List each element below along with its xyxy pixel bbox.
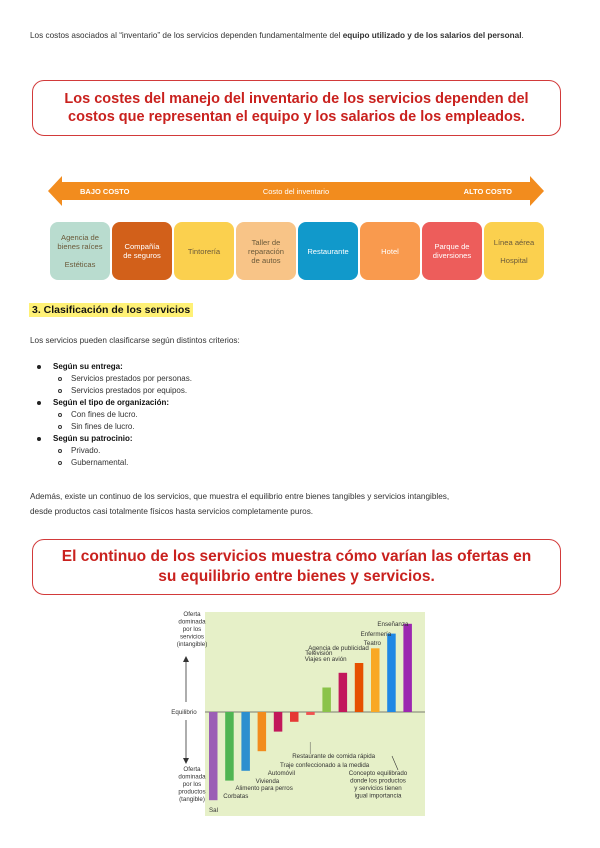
service-box	[422, 222, 482, 280]
criteria-title: Según el tipo de organización:	[53, 398, 170, 407]
continuum-paragraph	[30, 489, 575, 519]
service-box	[236, 222, 296, 280]
sub-bullet	[58, 377, 62, 381]
category-label: Traje confeccionado a la medida	[280, 762, 370, 769]
y-label-bottom: Oferta	[183, 766, 201, 773]
intro-text: Los costos asociados al “inventario” de los servicios dependen fundamentalmente del	[30, 31, 343, 40]
category-label: Agencia de publicidad	[308, 645, 369, 652]
y-label-top: dominada	[178, 618, 206, 626]
category-label: Teatro	[363, 640, 381, 647]
y-label-top: (intangible)	[176, 641, 208, 648]
criteria-item: Sin fines de lucro.	[71, 422, 135, 431]
service-box-line: Compañía	[124, 242, 160, 251]
chart-bar	[274, 712, 283, 732]
service-box-line: de autos	[251, 255, 281, 265]
section-intro: Los servicios pueden clasificarse según distintos criterios:	[30, 336, 240, 345]
category-label: Televisión	[305, 650, 333, 657]
service-box-line: de seguros	[123, 251, 161, 260]
criteria-item: Privado.	[71, 446, 101, 455]
service-box-line	[513, 247, 515, 256]
category-label: Enfermería	[360, 631, 392, 638]
callout2-line1: El continuo de los servicios muestra cómo varían las ofertas en	[61, 548, 532, 565]
chart-bar	[387, 634, 396, 712]
service-box-line: Tintorería	[187, 246, 221, 256]
sub-bullet	[58, 461, 62, 465]
category-label: Enseñanza	[377, 621, 409, 628]
arrow-up-head	[183, 656, 189, 662]
criteria-item: Servicios prestados por equipos.	[71, 386, 188, 395]
category-label: Alimento para perros	[235, 785, 293, 792]
annotation-text: donde los productos	[350, 777, 406, 785]
criteria-title: Según su patrocinio:	[53, 434, 133, 443]
category-label: Vivienda	[255, 778, 280, 785]
chart-bar	[258, 712, 267, 751]
annotation-text: y servicios tienen	[354, 785, 402, 792]
service-box	[112, 222, 172, 280]
arrow-right-label: ALTO COSTO	[463, 187, 512, 196]
bullet-dot	[37, 365, 41, 369]
category-label: Viajes en avión	[304, 656, 347, 663]
annotation-text: igual importancia	[354, 792, 402, 800]
sub-bullet	[58, 389, 62, 393]
service-box	[298, 222, 358, 280]
category-label: Sal	[209, 807, 218, 814]
chart-bar	[355, 663, 364, 712]
category-label: Restaurante de comida rápida	[292, 753, 376, 760]
section-heading: 3. Clasificación de los servicios	[29, 303, 193, 317]
chart-bar	[241, 712, 250, 771]
y-label-top: Oferta	[183, 611, 201, 618]
y-label-bottom: productos	[178, 788, 206, 796]
chart-bar	[225, 712, 234, 781]
y-label-top: por los	[182, 626, 202, 633]
chart-bar	[290, 712, 299, 722]
sub-bullet	[58, 413, 62, 417]
service-box-line: diversiones	[432, 251, 472, 260]
service-box	[50, 222, 110, 280]
sub-bullet	[58, 425, 62, 429]
cost-arrow	[48, 176, 544, 206]
service-box	[174, 222, 234, 280]
callout2-line2: su equilibrio entre bienes y servicios.	[158, 568, 435, 585]
criteria-item: Gubernamental.	[71, 458, 129, 467]
service-box-line: Hospital	[500, 255, 528, 265]
service-box-line: Estéticas	[64, 260, 96, 269]
chart-bar	[339, 673, 348, 712]
service-box-line	[79, 251, 81, 260]
service-box-line: Parque de	[434, 242, 470, 251]
y-label-bottom: dominada	[178, 773, 206, 781]
chart-bar	[322, 688, 331, 713]
service-box-line: Agencia de	[61, 233, 99, 242]
y-label-bottom: por los	[182, 781, 202, 788]
criteria-title: Según su entrega:	[53, 362, 123, 371]
intro-bold: equipo utilizado y de los salarios del personal	[342, 31, 522, 40]
chart-bar	[209, 712, 218, 800]
annotation-text: Concepto equilibrado	[348, 770, 408, 777]
chart-bar	[371, 648, 380, 712]
criteria-item: Con fines de lucro.	[71, 410, 138, 419]
y-label-middle: Equilibrio	[171, 709, 197, 716]
service-box-line: bienes raíces	[57, 242, 103, 251]
continuum-line1: Además, existe un continuo de los servicios, que muestra el equilibrio entre bienes tangibles y servicios intangibles,	[30, 492, 450, 501]
callout1-line2: costos que representan el equipo y los salarios de los empleados.	[68, 109, 525, 125]
intro-end: .	[521, 31, 524, 40]
criteria-item: Servicios prestados por personas.	[71, 374, 192, 383]
category-label: Corbatas	[223, 793, 249, 800]
service-box-line: Restaurante	[307, 246, 349, 256]
category-label: Automóvil	[267, 770, 295, 777]
service-box-line: Taller de	[251, 237, 281, 247]
intro-paragraph	[30, 28, 575, 43]
bullet-dot	[37, 401, 41, 405]
arrow-down-head	[183, 758, 189, 764]
bullet-dot	[37, 437, 41, 441]
y-label-bottom: (tangible)	[179, 796, 205, 803]
sub-bullet	[58, 449, 62, 453]
arrow-center-label: Costo del inventario	[262, 187, 330, 196]
callout1-line1: Los costes del manejo del inventario de los servicios dependen del	[64, 91, 529, 107]
chart-bar	[306, 712, 315, 715]
service-box-line: Hotel	[381, 246, 399, 256]
continuum-line2: desde productos casi totalmente físicos hasta servicios completamente puros.	[30, 507, 314, 516]
service-box-line: reparación	[248, 246, 284, 256]
service-box	[360, 222, 420, 280]
arrow-left-label: BAJO COSTO	[80, 187, 130, 196]
y-label-top: servicios	[179, 633, 205, 641]
service-box-line: Línea aérea	[493, 237, 535, 247]
service-box	[484, 222, 544, 280]
chart-bar	[403, 624, 412, 712]
services-continuum-chart	[162, 610, 430, 820]
callout-continuum	[32, 539, 561, 595]
callout-inventory-costs	[32, 80, 561, 136]
